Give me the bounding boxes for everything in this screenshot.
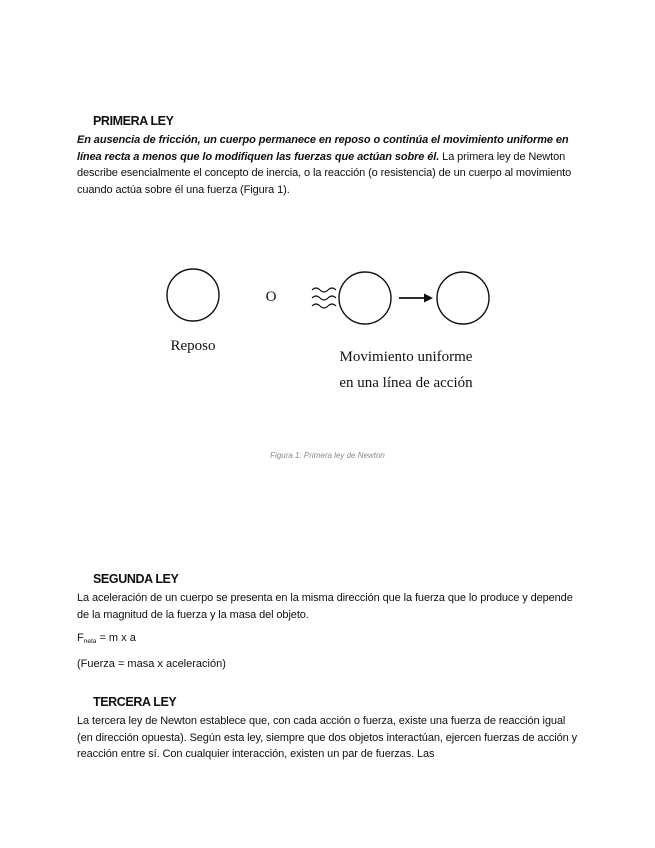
first-law-heading: PRIMERA LEY — [93, 114, 174, 128]
first-law-paragraph — [77, 132, 577, 198]
rest-label: Reposo — [170, 338, 216, 354]
motion-label-line2: en una línea de acción — [339, 375, 473, 391]
third-law-heading: TERCERA LEY — [93, 695, 177, 709]
motion-label-line1: Movimiento uniforme — [339, 349, 473, 365]
second-law-paragraph: La aceleración de un cuerpo se presenta en la misma dirección que la fuerza que lo produce y depende de la magnitud de la fuerza y la masa del objeto. — [77, 592, 573, 621]
rest-ball — [167, 269, 219, 321]
first-law-statement: En ausencia de fricción, un cuerpo permanece en reposo o continúa el movimiento uniforme en línea recta a menos que lo modifiquen las fuerzas que actúan sobre él. — [77, 134, 569, 163]
formula-subscript: neta — [83, 638, 97, 645]
third-law-paragraph: La tercera ley de Newton establece que, con cada acción o fuerza, existe una fuerza de reacción igual (en dirección opuesta). Según esta ley, siempre que dos objetos interactúan, ejercen fuerzas de acción y reacción entre sí. Con cualquier interacción, existen un par de fuerzas. Las — [77, 715, 577, 760]
or-label: O — [265, 289, 277, 305]
formula-force-symbol: F — [77, 632, 84, 644]
second-law-heading: SEGUNDA LEY — [93, 572, 179, 586]
second-law-formula-words: (Fuerza = masa x aceleración) — [77, 658, 226, 670]
moving-ball-end — [437, 272, 489, 324]
formula-expression: = m x a — [96, 632, 136, 644]
moving-ball-start — [339, 272, 391, 324]
second-law-formula — [77, 632, 136, 645]
motion-lines-icon — [312, 288, 336, 308]
first-law-explanation: La primera ley de Newton describe esencialmente el concepto de inercia, o la reacción (o resistencia) de un cuerpo al movimiento cuando actúa sobre él una fuerza (Figura 1). — [77, 150, 572, 196]
newton-first-law-figure — [150, 255, 510, 405]
figure-caption: Figura 1: Primera ley de Newton — [270, 451, 385, 460]
